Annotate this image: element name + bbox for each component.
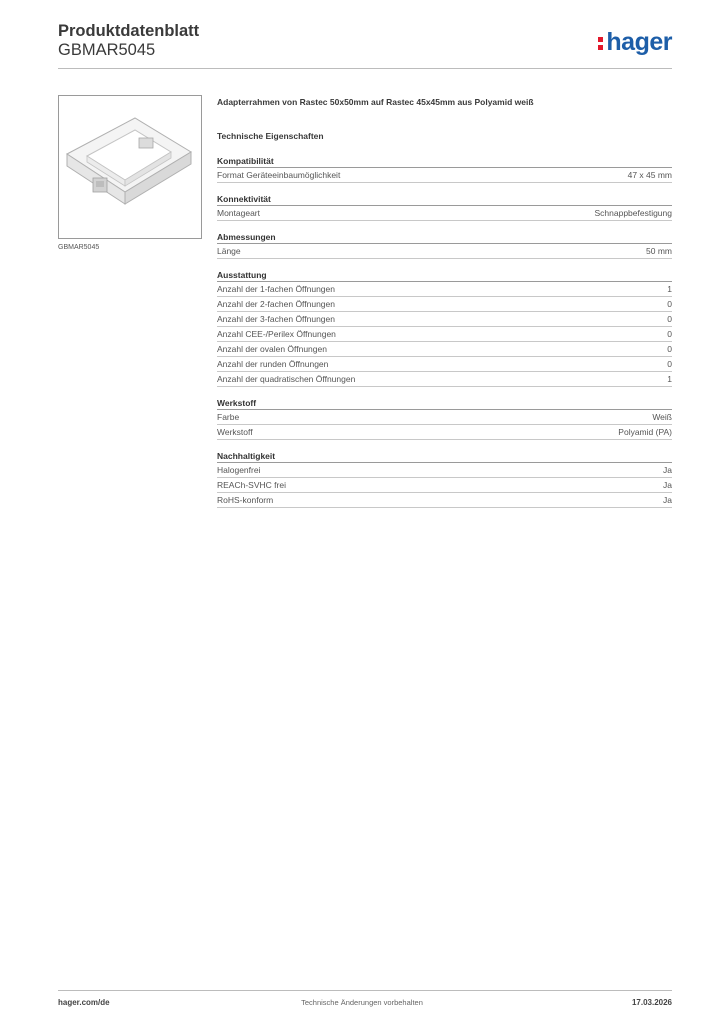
spec-label: Anzahl der 3-fachen Öffnungen <box>217 314 335 324</box>
spec-label: Anzahl der 2-fachen Öffnungen <box>217 299 335 309</box>
product-description: Adapterrahmen von Rastec 50x50mm auf Rastec 45x45mm aus Polyamid weiß <box>217 97 534 107</box>
spec-row <box>217 342 672 357</box>
spec-row <box>217 425 672 440</box>
section-title: Ausstattung <box>217 269 672 282</box>
logo-text: hager <box>606 28 672 56</box>
spec-value: Ja <box>663 465 672 475</box>
section-title: Werkstoff <box>217 397 672 410</box>
spec-label: Länge <box>217 246 241 256</box>
spec-section <box>217 155 672 183</box>
spec-row <box>217 168 672 183</box>
spec-label: Werkstoff <box>217 427 253 437</box>
spec-row <box>217 312 672 327</box>
spec-section <box>217 231 672 259</box>
logo-dots-icon <box>598 35 603 51</box>
tech-heading: Technische Eigenschaften <box>217 131 324 141</box>
spec-label: Halogenfrei <box>217 465 261 475</box>
spec-value: 50 mm <box>646 246 672 256</box>
spec-section <box>217 193 672 221</box>
document-title: Produktdatenblatt <box>58 22 200 40</box>
spec-value: Polyamid (PA) <box>618 427 672 437</box>
spec-value: 0 <box>667 299 672 309</box>
spec-row <box>217 282 672 297</box>
spec-value: Ja <box>663 495 672 505</box>
image-caption: GBMAR5045 <box>58 244 100 251</box>
spec-label: Anzahl der runden Öffnungen <box>217 359 329 369</box>
spec-label: Farbe <box>217 412 240 422</box>
product-image <box>58 95 202 239</box>
spec-value: Weiß <box>652 412 672 422</box>
spec-row <box>217 206 672 221</box>
spec-section <box>217 450 672 508</box>
spec-label: Montageart <box>217 208 260 218</box>
spec-label: Anzahl CEE-/Perilex Öffnungen <box>217 329 336 339</box>
spec-row <box>217 478 672 493</box>
spec-row <box>217 297 672 312</box>
spec-value: Ja <box>663 480 672 490</box>
footer-notice: Technische Änderungen vorbehalten <box>301 998 423 1007</box>
section-title: Kompatibilität <box>217 155 672 168</box>
spec-value: 0 <box>667 329 672 339</box>
spec-label: Anzahl der 1-fachen Öffnungen <box>217 284 335 294</box>
spec-label: RoHS-konform <box>217 495 274 505</box>
spec-row <box>217 244 672 259</box>
spec-value: 0 <box>667 359 672 369</box>
adapter-frame-icon <box>59 96 201 238</box>
spec-label: REACh-SVHC frei <box>217 480 286 490</box>
spec-label: Anzahl der ovalen Öffnungen <box>217 344 327 354</box>
section-title: Nachhaltigkeit <box>217 450 672 463</box>
product-code: GBMAR5045 <box>58 41 156 59</box>
spec-row <box>217 372 672 387</box>
spec-content <box>217 96 672 508</box>
spec-label: Format Geräteeinbaumöglichkeit <box>217 170 341 180</box>
spec-row <box>217 463 672 478</box>
spec-label: Anzahl der quadratischen Öffnungen <box>217 374 356 384</box>
spec-sections <box>217 155 672 508</box>
spec-section <box>217 269 672 387</box>
spec-value: 1 <box>667 284 672 294</box>
footer-website-link[interactable]: hager.com/de <box>58 998 110 1007</box>
spec-value: 47 x 45 mm <box>627 170 672 180</box>
footer-divider <box>58 990 672 991</box>
spec-value: 0 <box>667 314 672 324</box>
spec-value: 1 <box>667 374 672 384</box>
page-header <box>58 20 672 70</box>
spec-value: 0 <box>667 344 672 354</box>
section-title: Konnektivität <box>217 193 672 206</box>
spec-row <box>217 493 672 508</box>
spec-row <box>217 410 672 425</box>
spec-row <box>217 357 672 372</box>
footer-date: 17.03.2026 <box>631 998 672 1007</box>
spec-row <box>217 327 672 342</box>
spec-value: Schnappbefestigung <box>594 208 672 218</box>
header-divider <box>58 68 672 69</box>
hager-logo[interactable] <box>598 28 672 57</box>
spec-section <box>217 397 672 440</box>
section-title: Abmessungen <box>217 231 672 244</box>
